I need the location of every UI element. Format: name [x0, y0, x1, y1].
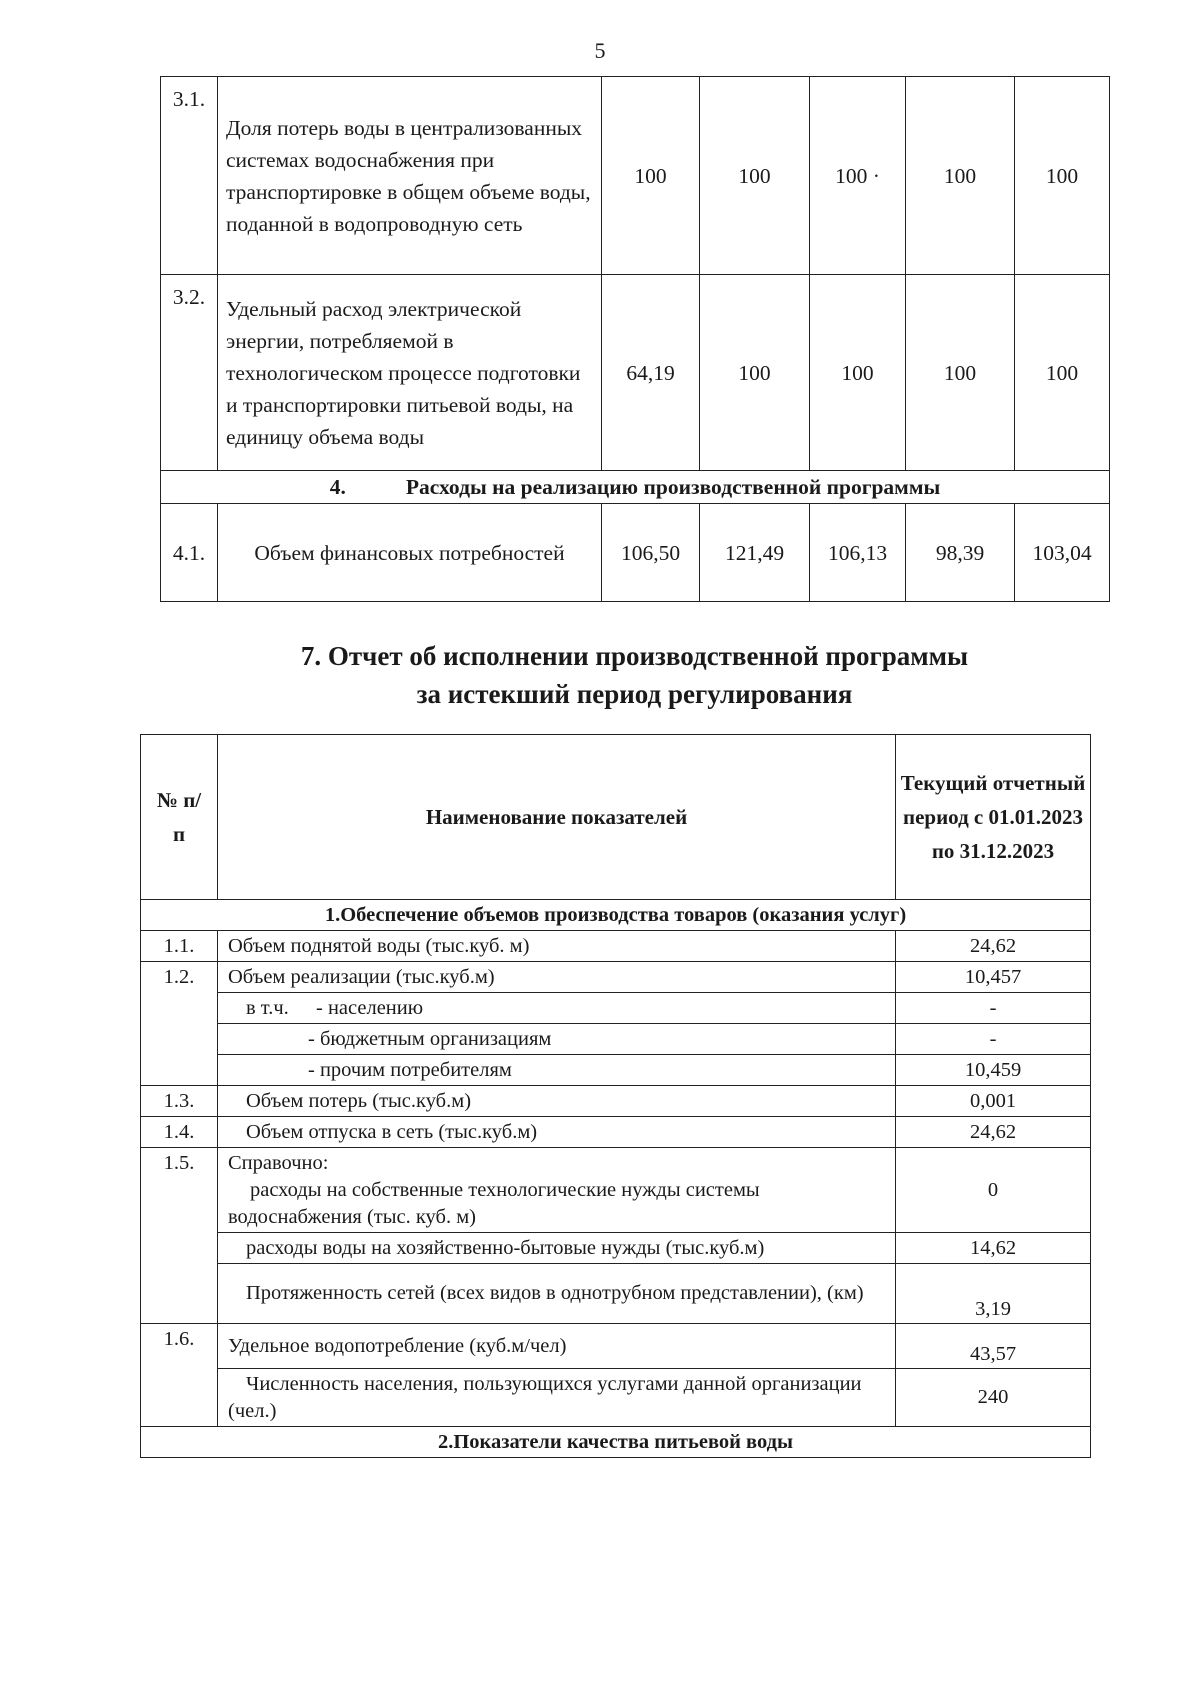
reference-label: Справочно: — [228, 1151, 329, 1174]
value-cell: 240 — [896, 1369, 1091, 1427]
value-cell: 43,57 — [896, 1324, 1091, 1369]
section-number: 4. — [329, 475, 346, 499]
value-cell: 0 — [896, 1148, 1091, 1233]
value-cell: 100 — [906, 275, 1015, 471]
row-number: 1.5. — [141, 1148, 218, 1324]
row-label: Объем финансовых потребностей — [218, 504, 602, 602]
row-label: Удельный расход электрической энергии, потребляемой в технологическом процессе подготовки и транспортировки питьевой воды, на единицу объема воды — [218, 275, 602, 471]
section-row — [141, 1427, 1091, 1458]
value-cell: 24,62 — [896, 1117, 1091, 1148]
value-cell: 14,62 — [896, 1233, 1091, 1264]
row-label: - прочим потребителям — [218, 1055, 896, 1086]
section-row — [141, 900, 1091, 931]
row-prefix: в т.ч. — [246, 996, 289, 1019]
row-label: Удельное водопотребление (куб.м/чел) — [218, 1324, 896, 1369]
table-row — [141, 993, 1091, 1024]
indicators-table-continued — [160, 76, 1110, 602]
value-cell: 100 — [602, 77, 700, 275]
row-number: 3.1. — [161, 77, 218, 275]
table-row — [161, 504, 1110, 602]
value-cell: - — [896, 993, 1091, 1024]
row-label: Доля потерь воды в централизованных системах водоснабжения при транспортировке в общем объеме воды, поданной в водопроводную сеть — [218, 77, 602, 275]
header-row — [141, 735, 1091, 900]
table-row — [161, 275, 1110, 471]
table-row — [141, 1324, 1091, 1369]
section-title: Расходы на реализацию производственной программы — [405, 475, 941, 499]
row-number: 1.2. — [141, 962, 218, 1086]
table-row — [141, 931, 1091, 962]
table-row — [141, 1086, 1091, 1117]
row-number: 3.2. — [161, 275, 218, 471]
value-cell: 100 — [906, 77, 1015, 275]
value-cell: 10,457 — [896, 962, 1091, 993]
value-cell: 98,39 — [906, 504, 1015, 602]
row-label: Численность населения, пользующихся услугами данной организации (чел.) — [218, 1369, 896, 1427]
value-cell: 103,04 — [1015, 504, 1110, 602]
row-number: 1.1. — [141, 931, 218, 962]
section-row — [161, 471, 1110, 504]
row-number: 1.3. — [141, 1086, 218, 1117]
value-cell: 3,19 — [896, 1264, 1091, 1324]
table-row — [141, 1024, 1091, 1055]
value-cell: 100 — [1015, 77, 1110, 275]
value-cell: 64,19 — [602, 275, 700, 471]
row-label-text: - населению — [316, 996, 424, 1019]
section-title-line: 7. Отчет об исполнении производственной программы — [300, 641, 969, 671]
value-cell: 100 — [700, 275, 810, 471]
section-heading: 2.Показатели качества питьевой воды — [141, 1427, 1091, 1458]
row-number: 1.6. — [141, 1324, 218, 1427]
value-cell: 10,459 — [896, 1055, 1091, 1086]
table-row — [161, 77, 1110, 275]
value-cell: - — [896, 1024, 1091, 1055]
section-heading: 1.Обеспечение объемов производства товаров (оказания услуг) — [141, 900, 1091, 931]
value-cell: 100 — [700, 77, 810, 275]
header-name: Наименование показателей — [218, 735, 896, 900]
section-title-line: за истекший период регулирования — [416, 679, 853, 709]
value-cell: 100 — [1015, 275, 1110, 471]
value-cell: 121,49 — [700, 504, 810, 602]
table-row — [141, 1369, 1091, 1427]
row-label-text: расходы на собственные технологические нужды системы водоснабжения (тыс. куб. м) — [228, 1178, 760, 1228]
table-row — [141, 1233, 1091, 1264]
execution-report-table — [140, 734, 1091, 1458]
row-label — [218, 993, 896, 1024]
row-label: Объем отпуска в сеть (тыс.куб.м) — [218, 1117, 896, 1148]
value-cell: 100 · — [810, 77, 906, 275]
row-label: - бюджетным организациям — [218, 1024, 896, 1055]
header-period: Текущий отчетный период с 01.01.2023 по 31.12.2023 — [896, 735, 1091, 900]
row-label: Объем реализации (тыс.куб.м) — [218, 962, 896, 993]
table-row — [141, 1117, 1091, 1148]
table-row — [141, 1148, 1091, 1233]
value-cell: 100 — [810, 275, 906, 471]
value-cell: 106,50 — [602, 504, 700, 602]
page-number: 5 — [594, 38, 606, 63]
value-cell: 24,62 — [896, 931, 1091, 962]
row-label: расходы воды на хозяйственно-бытовые нужды (тыс.куб.м) — [218, 1233, 896, 1264]
value-cell: 106,13 — [810, 504, 906, 602]
row-number: 4.1. — [161, 504, 218, 602]
row-label: Протяженность сетей (всех видов в однотрубном представлении), (км) — [218, 1264, 896, 1324]
table-row — [141, 1055, 1091, 1086]
section-heading — [161, 471, 1110, 504]
table-row — [141, 1264, 1091, 1324]
row-label: Объем поднятой воды (тыс.куб. м) — [218, 931, 896, 962]
header-number: № п/п — [141, 735, 218, 900]
value-cell: 0,001 — [896, 1086, 1091, 1117]
row-label: Объем потерь (тыс.куб.м) — [218, 1086, 896, 1117]
section-title — [160, 637, 1109, 713]
row-number: 1.4. — [141, 1117, 218, 1148]
row-label — [218, 1148, 896, 1233]
table-row — [141, 962, 1091, 993]
